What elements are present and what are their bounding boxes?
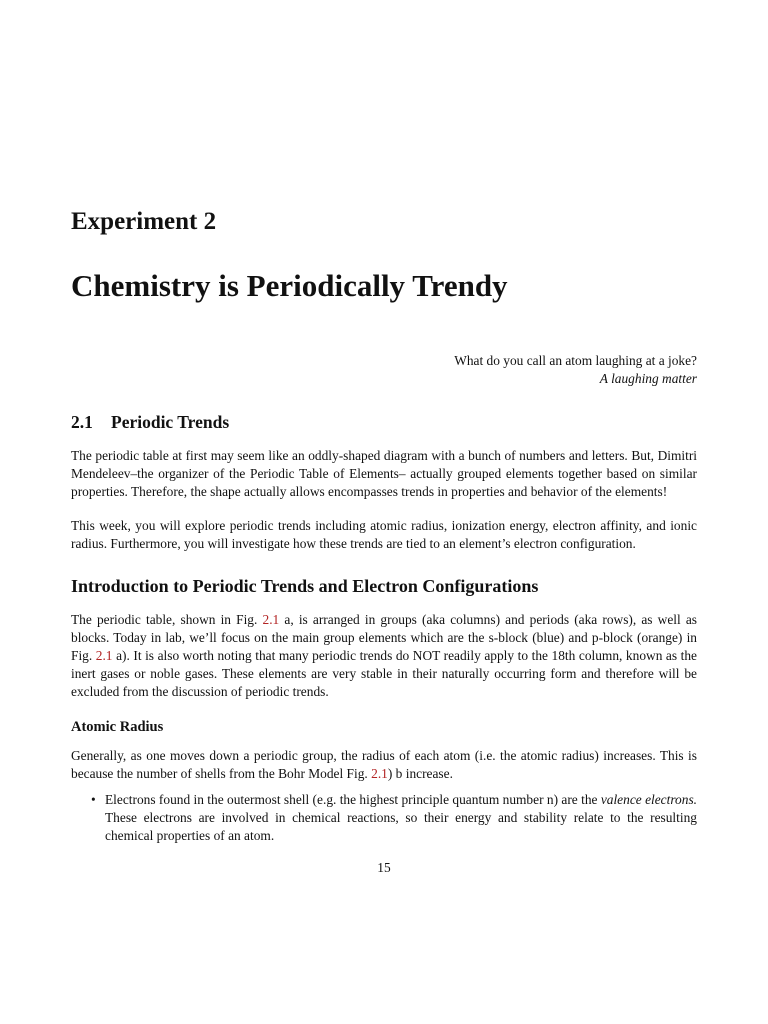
paragraph-intro: The periodic table at first may seem like an oddly-shaped diagram with a bunch of numbers and letters. But, Dimitri Mendeleev–the organizer of the Periodic Table of Elements– actually grouped elements together based on similar properties. Therefore, the shape actually allows encompasses trends in properties and behavior of the elements!	[71, 448, 697, 499]
figure-reference-link[interactable]: 2.1	[262, 612, 280, 627]
subsubsection-heading: Atomic Radius	[71, 719, 164, 735]
page-number: 15	[377, 860, 391, 875]
paragraph-periodic-table	[71, 611, 697, 701]
text-segment: ) b increase.	[387, 766, 453, 781]
epigraph	[454, 352, 697, 388]
text-segment: Electrons found in the outermost shell (e.g. the highest principle quantum number n) are the	[105, 792, 601, 807]
subsection-heading: Introduction to Periodic Trends and Electron Configurations	[71, 576, 539, 596]
text-segment: a, is arranged in groups (aka columns) and periods (aka rows), as well as blocks. Today in lab, we’ll focus on the main group elements which are the s-block (blue) and p-block (orange) in Fig.	[71, 612, 697, 663]
text-segment: These electrons are involved in chemical reactions, so their energy and stability relate to the resulting chemical properties of an atom.	[105, 810, 697, 843]
epigraph-answer: A laughing matter	[599, 371, 697, 386]
epigraph-question: What do you call an atom laughing at a joke?	[454, 353, 697, 368]
figure-reference-link[interactable]: 2.1	[95, 648, 113, 663]
bullet-list	[71, 791, 697, 845]
chapter-label: Experiment 2	[71, 208, 217, 235]
section-title: Periodic Trends	[111, 412, 230, 432]
bullet-item	[71, 791, 697, 845]
text-segment: The periodic table, shown in Fig.	[71, 612, 263, 627]
text-segment: a). It is also worth noting that many periodic trends do NOT readily apply to the 18th column, known as the inert gases or noble gases. These elements are very stable in their naturally occurring form and therefore will be excluded from the discussion of periodic trends.	[71, 648, 697, 699]
bullet-icon: •	[91, 792, 96, 807]
paragraph-overview: This week, you will explore periodic trends including atomic radius, ionization energy, electron affinity, and ionic radius. Furthermore, you will investigate how these trends are tied to an element’s electron configuration.	[71, 518, 697, 551]
term-valence-electrons: valence electrons.	[600, 792, 698, 807]
section-number: 2.1	[71, 412, 93, 432]
section-heading	[71, 412, 229, 433]
figure-reference-link[interactable]: 2.1	[371, 766, 388, 781]
paragraph-atomic-radius	[71, 747, 697, 783]
text-segment: Generally, as one moves down a periodic group, the radius of each atom (i.e. the atomic radius) increases. This is because the number of shells from the Bohr Model Fig.	[71, 748, 697, 781]
chapter-title: Chemistry is Periodically Trendy	[71, 268, 508, 303]
